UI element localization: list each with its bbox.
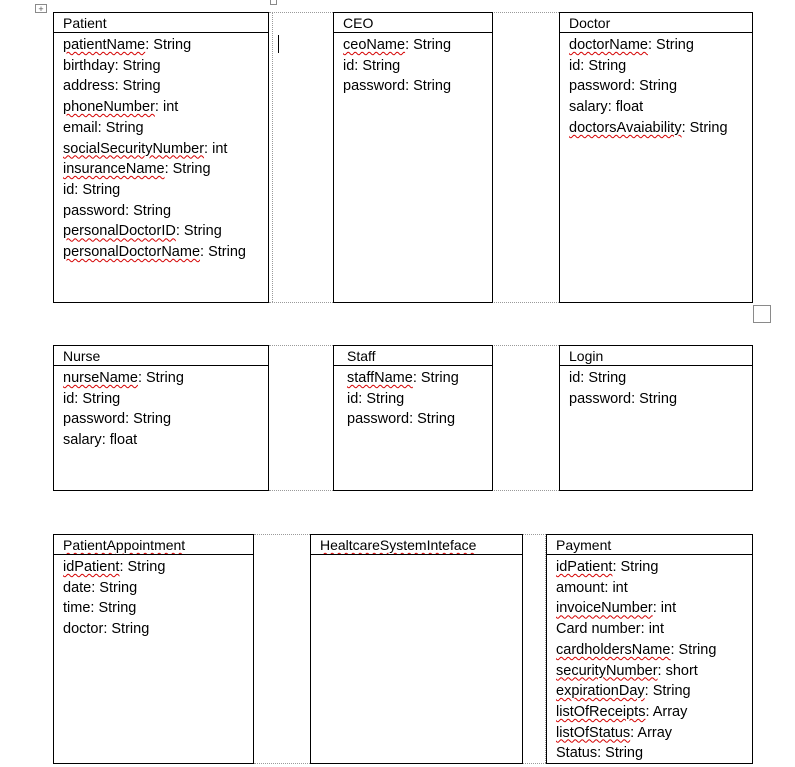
attribute-type: String (208, 244, 246, 261)
attribute-name: id (569, 370, 581, 386)
attribute-name: amount (556, 579, 605, 596)
attribute-row: salary: float (569, 99, 644, 116)
attribute-row: listOfReceipts: Array (556, 703, 688, 720)
attribute-name: personalDoctorID (63, 223, 176, 240)
attribute-name: id (343, 57, 355, 74)
attribute-row: password: String (63, 411, 172, 428)
attribute-name: Card number (556, 621, 641, 638)
attribute-name: birthday (63, 57, 115, 74)
class-name: Nurse (54, 346, 268, 366)
attribute-row: birthday: String (63, 57, 161, 74)
attribute-row: personalDoctorID: String (63, 223, 222, 240)
attribute-type: String (413, 37, 452, 53)
class-box-patient-appointment[interactable] (53, 534, 254, 764)
gridline (269, 345, 333, 346)
attribute-name: address (63, 78, 115, 95)
attribute-type: String (111, 621, 150, 638)
attribute-row: doctorsAvaiability: String (569, 119, 728, 136)
attribute-type: Array (637, 724, 673, 741)
attribute-row: time: String (63, 600, 137, 617)
attribute-type: String (605, 745, 644, 762)
attribute-type: String (656, 37, 694, 53)
attribute-name: password (347, 411, 410, 428)
gridline (269, 490, 333, 491)
class-name: Payment (547, 535, 752, 555)
attribute-type: String (122, 78, 161, 95)
attribute-type: String (82, 181, 121, 198)
attribute-type: String (678, 641, 717, 658)
attribute-row: id: String (569, 57, 627, 74)
attribute-name: idPatient (63, 559, 120, 575)
attribute-type: int (648, 621, 665, 638)
attribute-row: password: String (569, 390, 678, 407)
class-name: HealtcareSystemInteface (311, 535, 522, 555)
attribute-row: password: String (347, 411, 456, 428)
gridline (492, 12, 559, 13)
attribute-list (547, 555, 752, 764)
attribute-type: String (639, 78, 678, 95)
attribute-row: password: String (63, 202, 172, 219)
table-move-handle-icon[interactable]: + (35, 4, 47, 13)
attribute-name: id (63, 181, 75, 198)
attribute-row: salary: float (63, 432, 138, 449)
attribute-row: securityNumber: short (556, 662, 698, 679)
attribute-name: id (347, 390, 359, 407)
attribute-row: id: String (63, 181, 121, 198)
attribute-type: int (212, 140, 228, 157)
attribute-name: securityNumber (556, 662, 658, 679)
attribute-type: String (362, 57, 401, 74)
attribute-name: listOfReceipts (556, 703, 646, 720)
attribute-row: password: String (343, 78, 452, 95)
attribute-row: address: String (63, 78, 161, 95)
attribute-name: date (63, 579, 92, 596)
attribute-row: id: String (343, 57, 401, 74)
text-cursor (278, 35, 279, 53)
class-box-patient[interactable] (53, 12, 269, 303)
attribute-type: String (133, 202, 172, 219)
gridline (254, 763, 310, 764)
attribute-type: String (82, 390, 121, 407)
attribute-type: int (162, 99, 179, 116)
attribute-name: Status (556, 745, 598, 762)
attribute-row: invoiceNumber: int (556, 600, 677, 617)
attribute-list (311, 555, 522, 557)
attribute-row: Card number: int (556, 621, 665, 638)
attribute-type: String (588, 370, 627, 386)
attribute-list (54, 555, 253, 640)
attribute-row: id: String (347, 390, 405, 407)
attribute-row: id: String (569, 370, 627, 386)
attribute-name: patientName (63, 37, 146, 53)
class-box-doctor[interactable] (559, 12, 753, 303)
class-box-login[interactable] (559, 345, 753, 491)
attribute-name: phoneNumber (63, 99, 155, 116)
attribute-type: int (660, 600, 677, 617)
attribute-name: password (569, 390, 632, 407)
gridline (522, 763, 546, 764)
attribute-row: amount: int (556, 579, 628, 596)
attribute-type: String (620, 559, 659, 575)
attribute-row: doctorName: String (569, 37, 694, 53)
class-name: CEO (334, 13, 492, 33)
attribute-row: staffName: String (347, 370, 459, 386)
class-name: Patient (54, 13, 268, 33)
attribute-row: doctor: String (63, 621, 150, 638)
attribute-row: personalDoctorName: String (63, 244, 246, 261)
class-name: PatientAppointment (54, 535, 253, 555)
attribute-row: idPatient: String (63, 559, 166, 575)
attribute-row: socialSecurityNumber: int (63, 140, 228, 157)
gridline (272, 12, 273, 302)
class-box-ceo[interactable] (333, 12, 493, 303)
attribute-row: insuranceName: String (63, 161, 211, 178)
gridline (269, 302, 333, 303)
attribute-row: nurseName: String (63, 370, 184, 386)
class-box-nurse[interactable] (53, 345, 269, 491)
attribute-name: id (569, 57, 581, 74)
attribute-type: String (105, 119, 144, 136)
attribute-row: listOfStatus: Array (556, 724, 673, 741)
attribute-name: salary (63, 432, 102, 449)
attribute-name: email (63, 119, 98, 136)
attribute-row: idPatient: String (556, 559, 659, 575)
class-box-staff[interactable] (333, 345, 493, 491)
attribute-name: socialSecurityNumber (63, 140, 205, 157)
attribute-list (334, 366, 492, 430)
attribute-list (54, 366, 268, 451)
attribute-type: String (122, 57, 161, 74)
attribute-name: listOfStatus (556, 724, 631, 741)
attribute-list (334, 33, 492, 97)
attribute-type: float (615, 99, 644, 116)
attribute-type: String (146, 370, 184, 386)
class-name: Staff (334, 346, 492, 366)
attribute-name: insuranceName (63, 161, 165, 178)
attribute-row: cardholdersName: String (556, 641, 717, 658)
attribute-name: doctorsAvaiability (569, 119, 682, 136)
attribute-type: short (665, 662, 698, 679)
attribute-name: invoiceNumber (556, 600, 653, 617)
table-column-marker (270, 0, 277, 5)
gridline (269, 12, 333, 13)
attribute-list (560, 366, 752, 409)
attribute-type: String (98, 600, 137, 617)
attribute-row: phoneNumber: int (63, 99, 179, 116)
attribute-type: String (588, 57, 627, 74)
attribute-list (560, 33, 752, 139)
attribute-type: String (172, 161, 211, 178)
attribute-name: doctor (63, 621, 104, 638)
attribute-row: expirationDay: String (556, 683, 691, 700)
class-box-payment[interactable] (546, 534, 753, 764)
attribute-name: doctorName (569, 37, 648, 53)
attribute-type: String (420, 370, 459, 386)
attribute-type: String (153, 37, 192, 53)
attribute-row: Status: String (556, 745, 644, 762)
attribute-name: password (569, 78, 632, 95)
attribute-type: String (417, 411, 456, 428)
attribute-row: id: String (63, 390, 121, 407)
attribute-name: password (63, 202, 126, 219)
attribute-row: email: String (63, 119, 144, 136)
attribute-type: String (183, 223, 222, 240)
attribute-name: password (343, 78, 406, 95)
class-name: Doctor (560, 13, 752, 33)
table-resize-handle[interactable] (753, 305, 771, 323)
gridline (522, 534, 546, 535)
attribute-name: id (63, 390, 75, 407)
attribute-type: String (689, 119, 728, 136)
attribute-row: password: String (569, 78, 678, 95)
attribute-name: expirationDay (556, 683, 645, 700)
attribute-row: date: String (63, 579, 138, 596)
attribute-type: String (652, 683, 691, 700)
attribute-name: cardholdersName (556, 641, 671, 658)
attribute-type: Array (652, 703, 688, 720)
attribute-name: personalDoctorName (63, 244, 201, 261)
attribute-type: String (639, 390, 678, 407)
attribute-row: patientName: String (63, 37, 192, 53)
attribute-type: String (413, 78, 452, 95)
gridline (492, 490, 559, 491)
gridline (254, 534, 310, 535)
attribute-type: String (366, 390, 405, 407)
attribute-name: time (63, 600, 91, 617)
attribute-row: ceoName: String (343, 37, 452, 53)
attribute-type: String (99, 579, 138, 596)
attribute-name: ceoName (343, 37, 406, 53)
attribute-name: idPatient (556, 559, 613, 575)
attribute-type: String (133, 411, 172, 428)
attribute-list (54, 33, 268, 263)
gridline (492, 302, 559, 303)
class-name: Login (560, 346, 752, 366)
gridline (492, 345, 559, 346)
class-box-healtcare-system-inteface[interactable] (310, 534, 523, 764)
attribute-type: String (127, 559, 166, 575)
attribute-type: float (109, 432, 138, 449)
attribute-name: password (63, 411, 126, 428)
attribute-name: salary (569, 99, 608, 116)
attribute-name: staffName (347, 370, 413, 386)
attribute-type: int (612, 579, 628, 596)
attribute-name: nurseName (63, 370, 138, 386)
